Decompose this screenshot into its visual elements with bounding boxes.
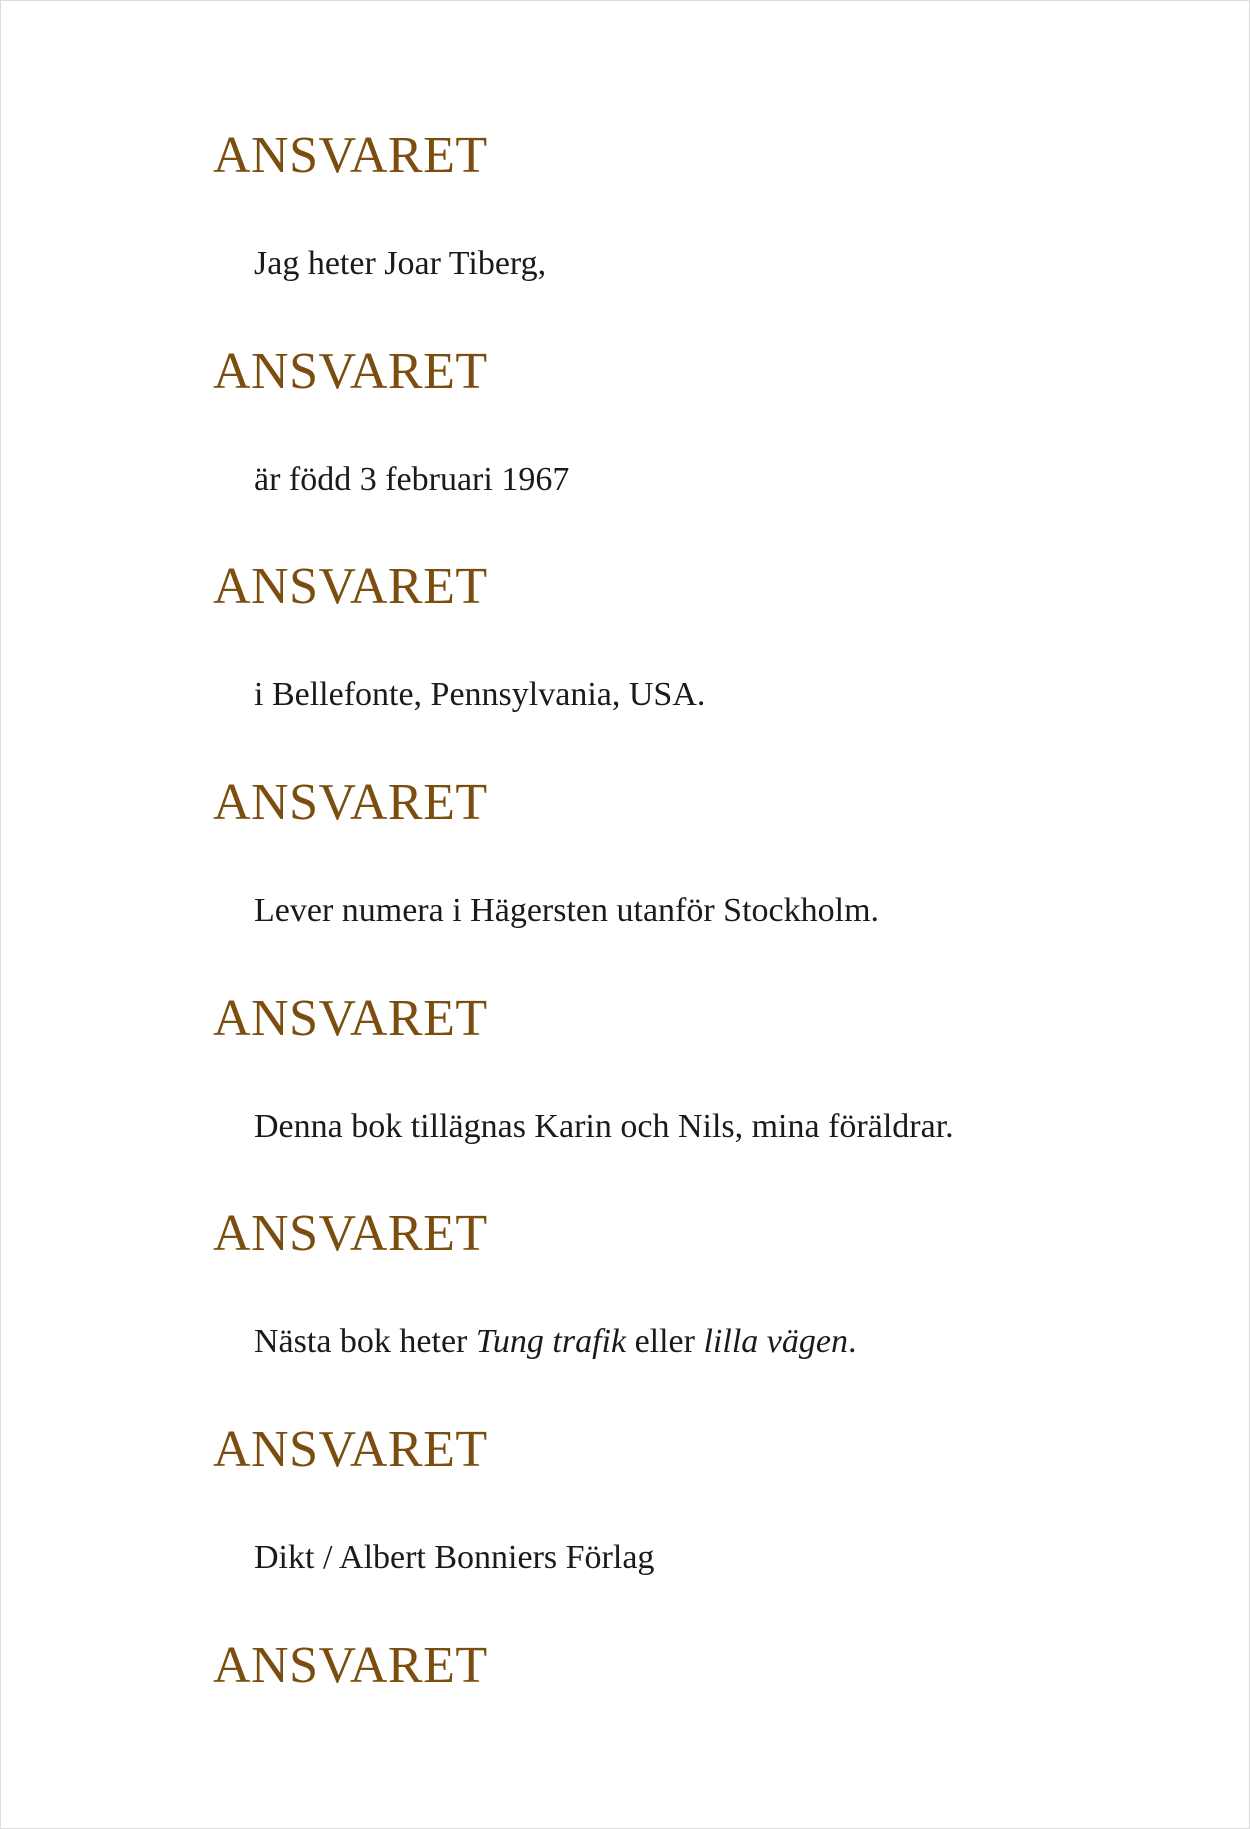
poem-line-next-book (1, 1288, 1249, 1396)
publisher-line: Dikt / Albert Bonniers Förlag (254, 1538, 655, 1576)
heading: ANSVARET (213, 774, 488, 832)
heading: ANSVARET (213, 1636, 488, 1694)
text: eller (626, 1323, 704, 1361)
heading: ANSVARET (213, 1205, 488, 1263)
poem-line: Lever numera i Hägersten utanför Stockholm. (254, 891, 880, 929)
poem-line: Denna bok tillägnas Karin och Nils, mina föräldrar. (254, 1107, 954, 1145)
poem-line: i Bellefonte, Pennsylvania, USA. (254, 676, 706, 714)
heading: ANSVARET (213, 342, 488, 400)
text: Nästa bok heter (254, 1323, 476, 1361)
poem (1, 102, 1249, 1720)
book-title: Tung trafik (475, 1323, 627, 1361)
heading: ANSVARET (213, 558, 488, 616)
poem-line: är född 3 februari 1967 (254, 460, 570, 498)
poem-line: Jag heter Joar Tiberg, (254, 244, 547, 282)
text: . (847, 1323, 857, 1361)
heading: ANSVARET (213, 989, 488, 1047)
heading: ANSVARET (213, 127, 488, 184)
book-title: lilla vägen (703, 1323, 848, 1361)
heading: ANSVARET (213, 1421, 488, 1479)
